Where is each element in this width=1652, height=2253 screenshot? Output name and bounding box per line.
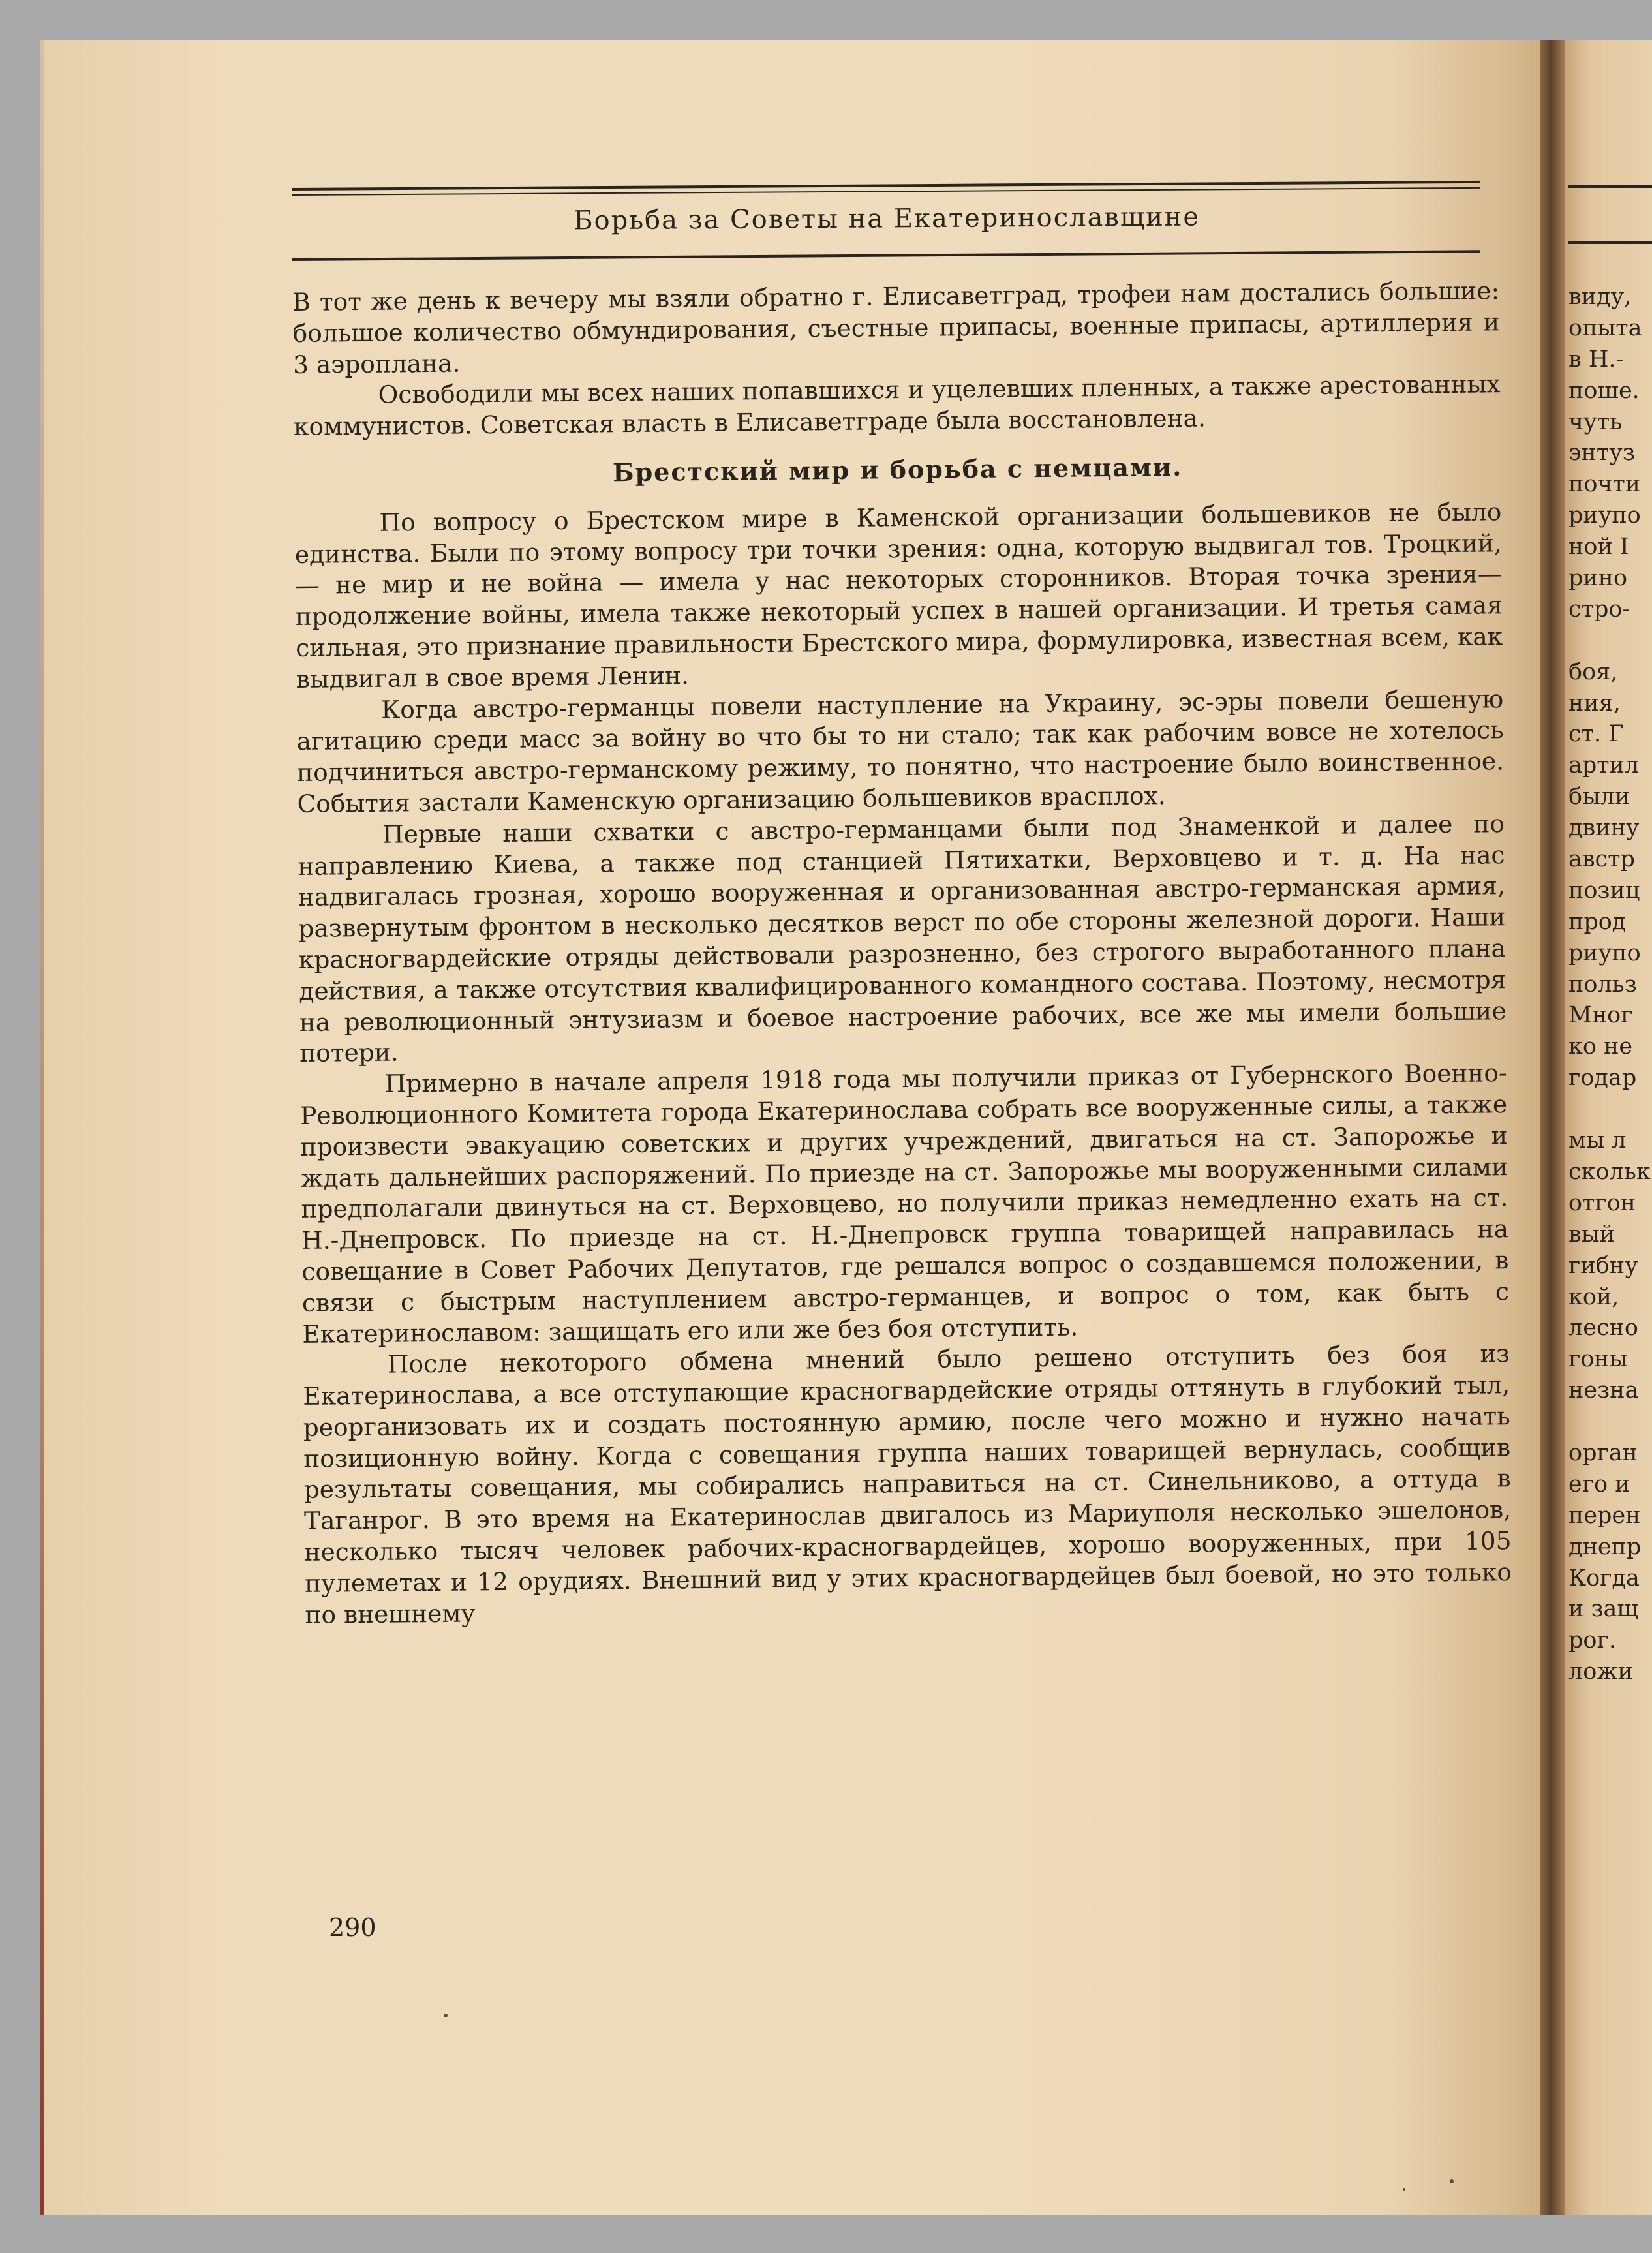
facing-line <box>1568 1094 1652 1126</box>
facing-line: в Н.- <box>1568 346 1624 373</box>
facing-line: позиц <box>1568 877 1640 904</box>
paper-speck <box>1403 2188 1405 2191</box>
facing-line: прод <box>1568 908 1627 935</box>
facing-line: артил <box>1568 752 1640 779</box>
facing-line: мы л <box>1568 1127 1627 1154</box>
paragraph: По вопросу о Брестском мире в Каменской организации большевиков не было единства. Были по этому вопросу три точки зрения: одна, которую выдвигал тов. Троцкий, — не мир и не война — имела у нас некоторых сторонников. Вторая точка зрения—продолжение войны, имела также некоторый успех в нашей организации. И третья самая сильная, это признание правильности Брестского мира, формулировка, известная всем, как выдвигал в свое время Ленин. <box>294 497 1503 694</box>
facing-line: боя, <box>1568 658 1618 685</box>
facing-line: риупо <box>1568 502 1641 529</box>
facing-line: кой, <box>1568 1283 1619 1310</box>
facing-line: Мног <box>1568 1002 1633 1029</box>
facing-line: рог. <box>1568 1627 1616 1654</box>
page-left-edge <box>40 40 44 2215</box>
facing-line: были <box>1568 784 1630 810</box>
paragraph: После некоторого обмена мнений было решено отступить без боя из Екатеринослава, а все отступающие красногвардейские отряды оттянуть в глубокий тыл, реорганизовать их и создать постоянную армию, после чего можно и нужно начать позиционную войну. Когда с совещания группа наших товарищей вернулась, сообщив результаты совещания, мы собирались направиться на ст. Синельниково, а оттуда в Таганрог. В это время на Екатеринослав двигалось из Мариуполя несколько эшелонов, несколько тысяч человек рабочих-красногвардейцев, хорошо вооруженных, при 105 пулеметах и 12 орудиях. Внешний вид у этих красногвардейцев был боевой, но это только по внешнему <box>303 1339 1512 1629</box>
facing-line: его и <box>1568 1471 1630 1497</box>
facing-line: австр <box>1568 846 1635 873</box>
facing-line: риупо <box>1568 940 1641 966</box>
facing-line: днепр <box>1568 1533 1642 1560</box>
paragraph: Когда австро-германцы повели наступление на Украину, эс-эры повели бешеную агитацию среди масс за войну во что бы то ни стало; так как рабочим вовсе не хотелось подчиниться австро-германскому режиму, то понятно, что настроение было воинственное. События застали Каменскую организацию большевиков врасплох. <box>296 684 1505 818</box>
paragraph: Освободили мы всех наших попавшихся и уцелевших пленных, а также арестованных коммунистов. Советская власть в Елисаветграде была восстановлена. <box>293 369 1501 442</box>
facing-line: рино <box>1568 565 1628 592</box>
facing-line: ст. Г <box>1568 721 1624 748</box>
facing-line: ложи <box>1568 1659 1633 1685</box>
running-header: Борьба за Советы на Екатеринославщине <box>574 202 1201 236</box>
facing-line: скольк <box>1568 1158 1651 1185</box>
facing-line: стро- <box>1568 596 1630 622</box>
facing-line: и защ <box>1568 1596 1638 1623</box>
facing-line: орган <box>1568 1439 1638 1466</box>
facing-line: гибну <box>1568 1252 1638 1279</box>
facing-line: поше. <box>1568 377 1640 404</box>
paragraph: Первые наши схватки с австро-германцами были под Знаменкой и далее по направлению Киева, а также под станцией Пятихатки, Верховцево и т. д. На нас надвигалась грозная, хорошо вооруженная и организованная австро-германская армия, развернутым фронтом в несколько десятков верст по обе стороны железной дороги. Наши красногвардейские отряды действовали разрозненно, без строгого выработанного плана действия, а также отсутствия квалифицированного командного состава. Поэтому, несмотря на революционный энтузиазм и боевое настроение рабочих, все же мы имели большие потери. <box>298 808 1507 1068</box>
facing-line: опыта <box>1568 314 1642 341</box>
facing-line: вый <box>1568 1221 1615 1248</box>
facing-line: почти <box>1568 471 1641 498</box>
facing-line: энтуз <box>1568 440 1635 467</box>
facing-line: ной I <box>1568 534 1629 560</box>
page-number: 290 <box>329 1913 376 1942</box>
facing-line: чуть <box>1568 408 1623 435</box>
paper-speck <box>1450 2179 1454 2183</box>
page-body <box>292 275 1512 1631</box>
facing-header-rule-top <box>1568 185 1652 188</box>
facing-line <box>1568 1688 1652 1719</box>
facing-line <box>1568 626 1652 657</box>
facing-line: незна <box>1568 1377 1639 1404</box>
facing-line: гоны <box>1568 1346 1628 1373</box>
facing-line: польз <box>1568 971 1637 998</box>
facing-line: виду, <box>1568 284 1632 310</box>
facing-line: лесно <box>1568 1315 1638 1341</box>
book-spine <box>1540 40 1565 2215</box>
section-heading: Брестский мир и борьба с немцами. <box>612 452 1183 487</box>
facing-page-text <box>1568 282 1652 1719</box>
facing-line: отгон <box>1568 1189 1636 1216</box>
facing-line: Когда <box>1568 1565 1640 1591</box>
paragraph: Примерно в начале апреля 1918 года мы получили приказ от Губернского Военно-Революционного Комитета города Екатеринослава собрать все вооруженные силы, а также произвести эвакуацию советских и других учреждений, двигаться на ст. Запорожье и ждать дальнейших распоряжений. По приезде на ст. Запорожье мы вооруженными силами предполагали двинуться на ст. Верховцево, но получили приказ немедленно ехать на ст. Н.-Днепровск. По приезде на ст. Н.-Днепровск группа товарищей направилась на совещание в Совет Рабочих Депутатов, где решался вопрос о создавшемся положении, в связи с быстрым наступлением австро-германцев, и вопрос о том, как быть с Екатеринославом: защищать его или же без боя отступить. <box>299 1058 1510 1349</box>
facing-header-rule-bottom <box>1568 241 1652 244</box>
facing-line: двину <box>1568 815 1640 842</box>
facing-line: перен <box>1568 1502 1641 1529</box>
facing-line: ко не <box>1568 1034 1633 1060</box>
facing-line <box>1568 1407 1652 1438</box>
paragraph: В тот же день к вечеру мы взяли обратно г. Елисаветград, трофеи нам достались большие: большое количество обмундирования, съестные припасы, военные припасы, артиллерия и 3 аэроплана. <box>292 276 1500 379</box>
facing-line: ния, <box>1568 690 1621 716</box>
facing-line: годар <box>1568 1065 1637 1092</box>
paper-speck <box>444 2014 448 2017</box>
